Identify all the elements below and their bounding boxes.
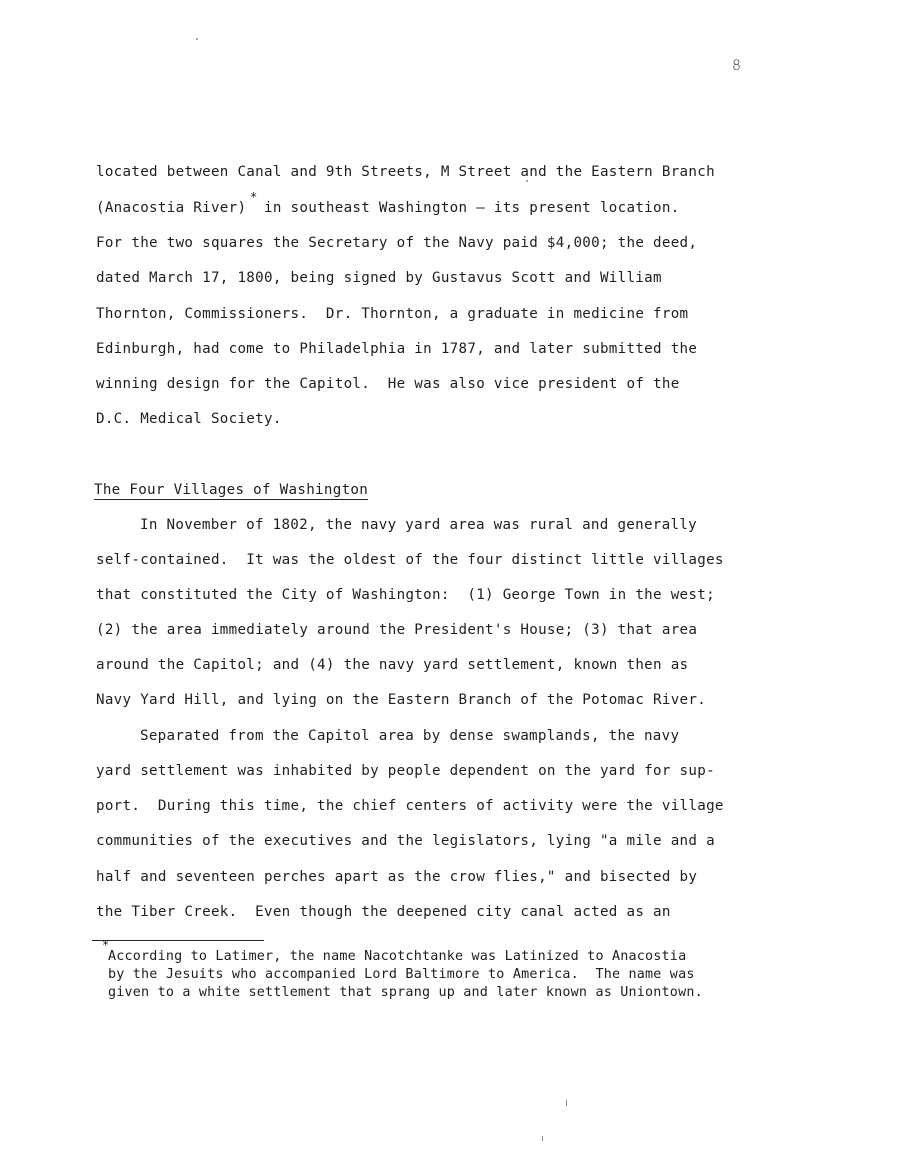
scan-speck — [542, 1136, 543, 1141]
footnote-marker: * — [102, 938, 110, 952]
footnote-line: by the Jesuits who accompanied Lord Baltimore to America. The name was — [108, 967, 695, 982]
paragraph-line: dated March 17, 1800, being signed by Gustavus Scott and William — [96, 270, 662, 286]
footnote-rule — [92, 940, 264, 941]
paragraph-line: around the Capitol; and (4) the navy yard settlement, known then as — [96, 657, 689, 673]
paragraph-line: port. During this time, the chief centers of activity were the village — [96, 798, 724, 814]
scan-speck — [566, 1100, 567, 1106]
paragraph-line: self-contained. It was the oldest of the four distinct little villages — [96, 552, 724, 568]
paragraph-line: D.C. Medical Society. — [96, 411, 282, 427]
paragraph-line: For the two squares the Secretary of the Navy paid $4,000; the deed, — [96, 235, 698, 251]
scan-speck — [526, 180, 528, 182]
page-number: 8 — [732, 58, 741, 74]
footnote-line: given to a white settlement that sprang up and later known as Uniontown. — [108, 985, 703, 1000]
paragraph-line: that constituted the City of Washington: (1) George Town in the west; — [96, 587, 715, 603]
paragraph-line: Thornton, Commissioners. Dr. Thornton, a graduate in medicine from — [96, 306, 689, 322]
section-heading: The Four Villages of Washington — [94, 482, 369, 498]
paragraph-line: Separated from the Capitol area by dense swamplands, the navy — [140, 728, 680, 744]
paragraph-line: located between Canal and 9th Streets, M Street and the Eastern Branch — [96, 164, 715, 180]
paragraph-line: the Tiber Creek. Even though the deepened city canal acted as an — [96, 904, 671, 920]
paragraph-line: (2) the area immediately around the President's House; (3) that area — [96, 622, 698, 638]
paragraph-line: (Anacostia River) in southeast Washington — its present location. — [96, 200, 680, 216]
paragraph-line: Edinburgh, had come to Philadelphia in 1787, and later submitted the — [96, 341, 698, 357]
paragraph-line: half and seventeen perches apart as the crow flies," and bisected by — [96, 869, 698, 885]
paragraph-line: In November of 1802, the navy yard area was rural and generally — [140, 517, 698, 533]
scan-speck — [196, 38, 198, 40]
footnote-line: According to Latimer, the name Nacotchtanke was Latinized to Anacostia — [108, 949, 687, 964]
paragraph-line: communities of the executives and the legislators, lying "a mile and a — [96, 833, 715, 849]
footnote-marker: * — [250, 190, 258, 204]
paragraph-line: winning design for the Capitol. He was also vice president of the — [96, 376, 680, 392]
paragraph-line: Navy Yard Hill, and lying on the Eastern Branch of the Potomac River. — [96, 692, 707, 708]
paragraph-line: yard settlement was inhabited by people dependent on the yard for sup- — [96, 763, 715, 779]
